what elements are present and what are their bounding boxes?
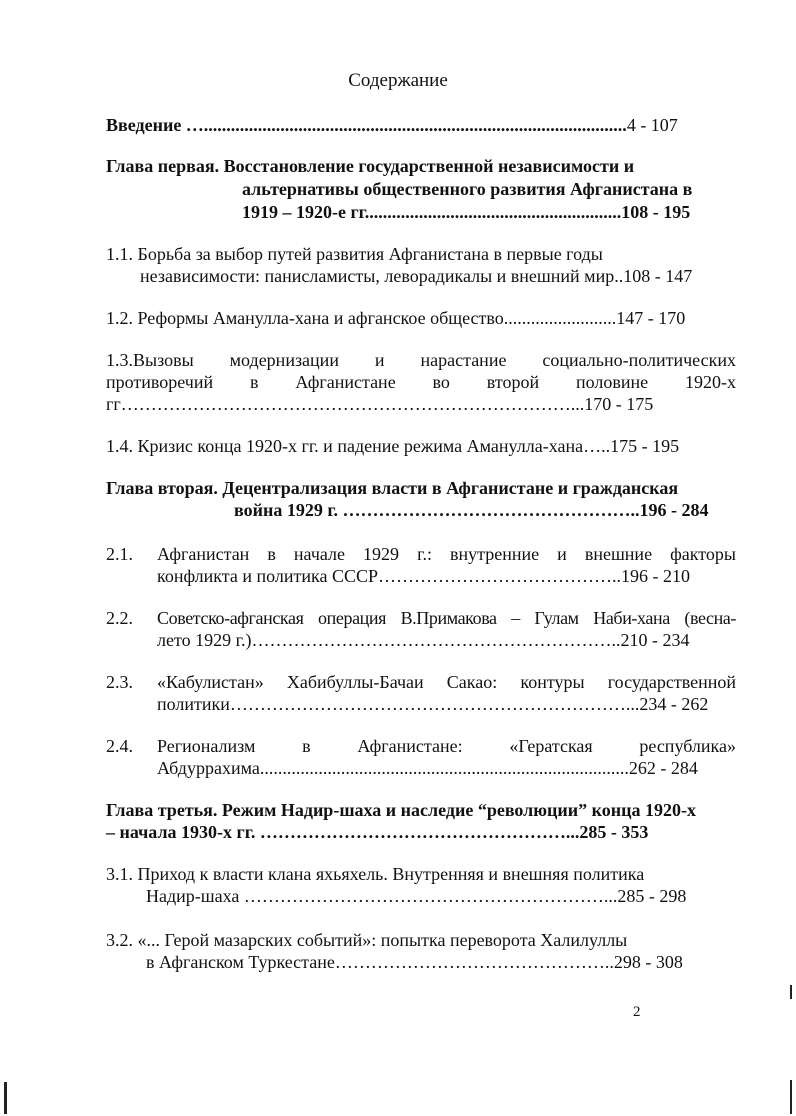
scan-mark-bottom-left bbox=[4, 1082, 7, 1114]
section-3-1-line-1: 3.1. Приход к власти клана яхьяхель. Внутренняя и внешняя политика bbox=[106, 864, 645, 884]
page-title: Содержание bbox=[348, 70, 448, 91]
section-2-4-line-1: Регионализм в Афганистане: «Гератская республика» bbox=[157, 736, 736, 756]
chapter-1-heading-line-3: 1919 – 1920-е гг.........................................................108 - 195 bbox=[242, 202, 691, 222]
toc-entry-introduction-pages: 4 - 107 bbox=[626, 115, 678, 135]
chapter-3-heading-line-1: Глава третья. Режим Надир-шаха и наследие “революции” конца 1920-х bbox=[106, 800, 697, 820]
section-2-4-number: 2.4. bbox=[106, 736, 133, 756]
section-3-2-line-2: в Афганском Туркестане………………………………………..298 - 308 bbox=[146, 952, 683, 972]
toc-entry-introduction bbox=[106, 114, 678, 136]
chapter-1-heading-line-2: альтернативы общественного развития Афганистана в bbox=[242, 179, 693, 199]
section-1-1-line-2: независимости: панисламисты, леворадикалы и внешний мир..108 - 147 bbox=[140, 266, 693, 286]
section-2-1-number: 2.1. bbox=[106, 544, 133, 564]
section-1-3-line-2: противоречий в Афганистане во второй половине 1920-х bbox=[106, 372, 736, 392]
section-3-1-line-2: Надир-шаха ……………………………………………………...285 - 298 bbox=[146, 886, 687, 906]
section-1-3-line-3: гг…………………………………………………………………...170 - 175 bbox=[106, 394, 654, 414]
section-1-2-line-1: 1.2. Реформы Аманулла-хана и афганское общество.........................147 - 170 bbox=[106, 308, 686, 328]
scan-mark-bottom-right bbox=[790, 1080, 792, 1114]
section-2-2-line-2: лето 1929 г.)……………………………………………………..210 - 234 bbox=[157, 630, 690, 650]
section-2-1-line-1: Афганистан в начале 1929 г.: внутренние и внешние факторы bbox=[157, 544, 736, 564]
chapter-1-heading-line-1: Глава первая. Восстановление государственной независимости и bbox=[106, 156, 635, 176]
chapter-3-heading-line-2: – начала 1930-х гг. ……………………………………………...285 - 353 bbox=[106, 822, 649, 842]
section-2-1-line-2: конфликта и политика СССР…………………………………..196 - 210 bbox=[157, 566, 691, 586]
scan-mark-right bbox=[790, 985, 792, 999]
toc-entry-introduction-label: Введение ….............................................................................................. bbox=[106, 115, 627, 135]
section-1-1-line-1: 1.1. Борьба за выбор путей развития Афганистана в первые годы bbox=[106, 244, 603, 264]
page-number: 2 bbox=[633, 1004, 641, 1020]
chapter-2-heading-line-2: война 1929 г. …………………………………………..196 - 284 bbox=[234, 500, 709, 520]
section-2-3-line-1: «Кабулистан» Хабибуллы-Бачаи Сакао: контуры государственной bbox=[157, 672, 736, 692]
chapter-2-heading-line-1: Глава вторая. Децентрализация власти в Афганистане и гражданская bbox=[106, 478, 679, 498]
section-2-3-number: 2.3. bbox=[106, 672, 133, 692]
section-3-2-line-1: 3.2. «... Герой мазарских событий»: попытка переворота Халилуллы bbox=[106, 930, 628, 950]
section-1-3-line-1: 1.3.Вызовы модернизации и нарастание социально-политических bbox=[106, 350, 736, 370]
section-2-2-line-1: Советско-афганская операция В.Примакова – Гулам Наби-хана (весна- bbox=[157, 608, 736, 628]
section-2-3-line-2: политики…………………………………………………………...234 - 262 bbox=[157, 694, 709, 714]
section-2-2-number: 2.2. bbox=[106, 608, 133, 628]
section-2-4-line-2: Абдуррахима..................................................................................262 - 284 bbox=[157, 758, 698, 778]
section-1-4-line-1: 1.4. Кризис конца 1920-х гг. и падение режима Аманулла-хана…..175 - 195 bbox=[106, 436, 680, 456]
